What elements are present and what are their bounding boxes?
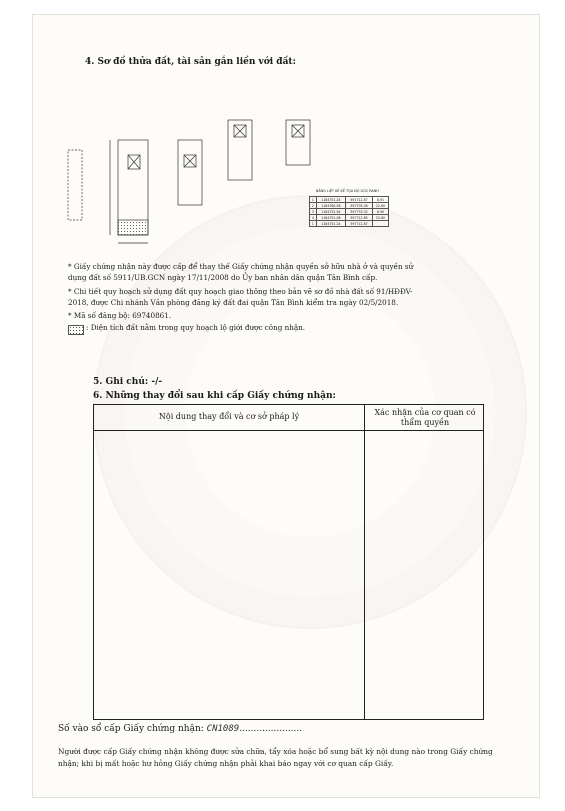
note-registration-code: * Mã số đăng bộ: 69740861.	[68, 311, 172, 320]
coord-cell: 597712.85	[346, 215, 373, 221]
confirmation-column-header: Xác nhận của cơ quan có thẩm quyền	[374, 408, 476, 427]
coord-cell: 8.90	[372, 209, 388, 215]
note-planning-detail: * Chi tiết quy hoạch sử dụng đất quy hoạch giao thông theo bản vẽ sơ đồ nhà đất số 91/HĐĐV-2018, được Chi nhánh Văn phòng đăng ký đất đai quận Tân Bình kiểm tra ngày 02/5/2018.	[68, 287, 413, 307]
coord-cell: 1184751.24	[316, 221, 345, 227]
coord-cell: 597712.87	[346, 197, 373, 203]
coord-cell: 2	[310, 203, 317, 209]
coord-cell: 4	[310, 215, 317, 221]
coord-table-title: BẢNG LIỆT KÊ KẾ TỌA ĐỘ GÓC RANH	[316, 189, 379, 193]
coord-cell: 1	[310, 197, 317, 203]
coord-cell: 3	[310, 209, 317, 215]
changes-column-header: Nội dung thay đổi và cơ sở pháp lý	[158, 412, 300, 421]
note-replacement: * Giấy chứng nhận này được cấp để thay thế Giấy chứng nhận quyền sở hữu nhà ở và quyền sử dụng đất số 5911/UB.GCN ngày 17/11/2008 do Ủy ban nhân dân quận Tân Bình cấp.	[68, 262, 414, 282]
legend-text: : Diện tích đất nằm trong quy hoạch lộ giới được công nhận.	[86, 323, 306, 332]
register-label: Số vào sổ cấp Giấy chứng nhận:	[58, 724, 204, 734]
coord-cell: 8.91	[372, 197, 388, 203]
coord-cell: 597705.46	[346, 203, 373, 209]
coord-cell: 597733.32	[346, 209, 373, 215]
section-5-title: 5. Ghi chú: -/-	[93, 377, 163, 387]
changes-table	[93, 404, 484, 720]
coord-cell: 1184751.24	[316, 197, 345, 203]
coord-cell: 22.80	[372, 215, 388, 221]
coord-cell: 597712.87	[346, 221, 373, 227]
coord-cell: 1184752.94	[316, 209, 345, 215]
coord-cell: 1184760.08	[316, 203, 345, 209]
coord-cell	[372, 221, 388, 227]
coord-row	[310, 221, 389, 227]
section-4-title: 4. Sơ đồ thửa đất, tài sản gắn liền với đất:	[85, 57, 296, 67]
register-value: CN1089	[206, 724, 240, 734]
register-number-line	[58, 724, 302, 734]
coord-cell: 1	[310, 221, 317, 227]
coord-cell: 22.80	[372, 203, 388, 209]
table-column-divider	[364, 405, 365, 719]
section-6-title: 6. Những thay đổi sau khi cấp Giấy chứng nhận:	[93, 391, 336, 401]
dotted-area-legend-icon	[68, 325, 84, 335]
table-header-divider	[94, 430, 483, 431]
coordinate-table	[309, 196, 389, 227]
register-dots: ......................	[239, 724, 303, 734]
footer-warning: Người được cấp Giấy chứng nhận không được sửa chữa, tẩy xóa hoặc bổ sung bất kỳ nội dung nào trong Giấy chứng nhận; khi bị mất hoặc hư hỏng Giấy chứng nhận phải khai báo ngay với cơ quan cấp Giấy.	[58, 747, 493, 768]
land-plot-diagram	[60, 95, 320, 265]
coord-cell: 1184751.08	[316, 215, 345, 221]
